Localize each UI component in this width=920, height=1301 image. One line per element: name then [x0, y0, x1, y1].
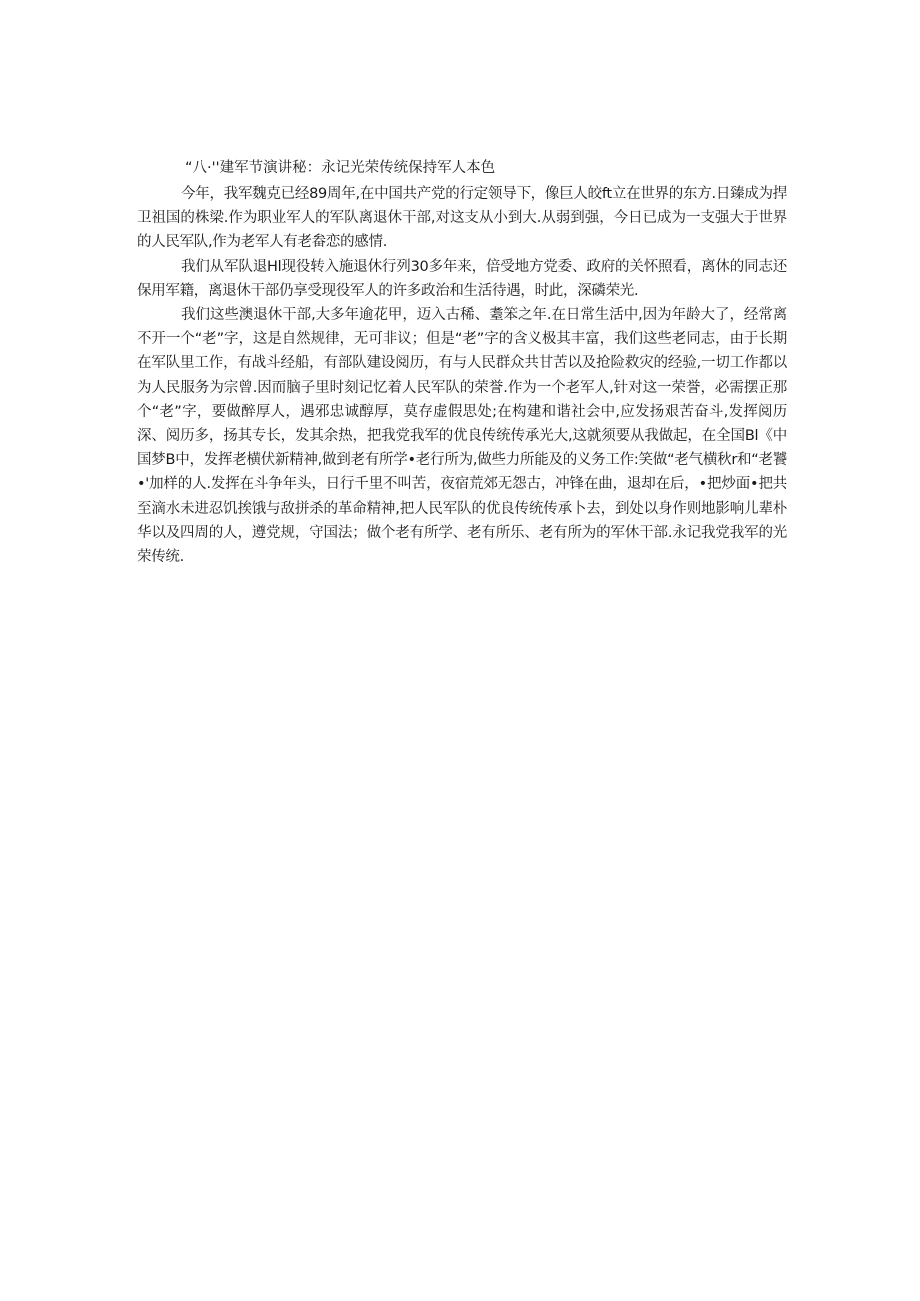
paragraph-3: 我们这些澳退休干部,大多年逾花甲，迈入古稀、耋笨之年.在日常生活中,因为年龄大了，经常离不开一个“老”字，这是自然规律，无可非议；但是“老”字的含义极其丰富，我们这些老同志，由于长期在军队里工作，有战斗经船，有部队建设阅历，有与人民群众共甘苦以及抢险救灾的经验,一切工作都以为人民服务为宗曾.因而脑子里时刻记忆着人民军队的荣誉.作为一个老军人,针对这一荣誉，必需摆正那个“老”字，要做醉厚人，遇邪忠诚醇厚，莫存虚假思处;在构建和谐社会中,应发扬艰苦奋斗,发挥阅历深、阅历多，扬其专长，发其余热，把我党我军的优良传统传承光大,这就须要从我做起，在全国Bl《中国梦B中，发挥老横伏新精神,做到老有所学•老行所为,做些力所能及的义务工作:笑做“老气横秋r和“老饕•'加样的人.发挥在斗争年头，日行千里不叫苦，夜宿荒郊无怨古，冲锋在曲，退却在后，•把炒面•把共至滴水未进忍饥挨饿与敌拼杀的革命精神,把人民军队的优良传统传承卜去，到处以身作则地影响儿辈朴华以及四周的人，遵党规，守国法；做个老有所学、老有所乐、老有所为的军休干部.永记我党我军的光荣传统.: [137, 307, 787, 566]
paragraph-2: 我们从军队退Hl现役转入施退休行列30多年来，倍受地方党委、政府的关怀照看，离休的同志还保用军籍，离退休干部仍享受现役军人的许多政治和生活待遇，时此，深磷荣光.: [137, 258, 787, 299]
document-body: [137, 156, 787, 569]
paragraph-1: 今年，我军魏克已经89周年,在中国共产党的行定领导下，像巨人皎ft立在世界的东方.日臻成为捍卫祖国的株梁.作为职业军人的军队离退休干部,对这支从小到大.从弱到强，今日已成为一支强大于世界的人民军队,作为老军人有老畚恋的感情.: [137, 186, 787, 251]
document-title: “八·''建军节演讲秘：永记光荣传统保持军人本色: [185, 160, 496, 176]
